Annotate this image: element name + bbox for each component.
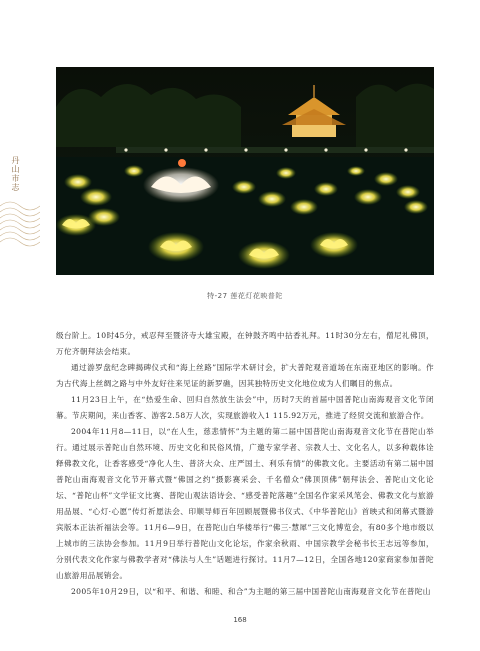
night-lantern-scene: [56, 67, 434, 275]
page-number: 168: [233, 616, 247, 624]
figure-caption: 特-27 莲花灯花映普陀: [207, 292, 283, 300]
body-text: [56, 328, 434, 600]
lotus-lantern-photo: [56, 67, 434, 275]
paragraph: 11月23日上午，在“热爱生命、回归自然放生法会”中，历时7天的首届中国普陀山南海观音文化节闭幕。节庆期间，来山香客、游客2.58万人次，实现旅游收入1 115.92万元，推进了经贸交流和旅游合作。: [56, 395, 434, 420]
paragraph: 级台阶上。10时45分，戒忍拜至暨济寺大雄宝殿，在钟鼓齐鸣中拈香礼拜。11时30分左右，僧尼礼佛顶，万佗齐朝拜法会结束。: [56, 331, 434, 356]
paragraph: 2004年11月8—11日，以“在人生，慈悲情怀”为主题的第二届中国普陀山南海观音文化节在普陀山举行。通过展示普陀山自然环境、历史文化和民俗风情，广邀专家学者、宗教人士、文化名人，以多种载体诠释佛教文化，让香客感受“净化人生、普济大众、庄严国土、利乐有情”的佛教文化。主要活动有第二届中国普陀山南海观音文化节开幕式暨“佛国之约”摄影赛采会、千名僧众“佛顶顶佛”朝拜法会、普陀山文化论坛、“普陀山杯”文学征文比赛、普陀山观法语诗会、“感受普陀落趣”全国名作家采风笔会、佛教文化与旅游用品展、“心灯·心愿”传灯祈愿法会、印顺导师百年回顾展暨佛书仪式、《中华普陀山》首映式和闭幕式暨游宾版本正法祈福法会等。11月6—9日，在普陀山白华楼举行“佛三·慧犀”三文化博览会，有80多个地市级以上城市的三法协会参加。11月9日举行普陀山文化论坛，作家余秋雨、中国宗教学会秘书长王志远等参加，分别代表文化作家与佛教学者对“佛法与人生”话题进行探讨。11月7—12日，全国各地120家商家参加普陀山旅游用品展销会。: [56, 427, 434, 580]
paragraph: 通过游罗盘纪念碑揭碑仪式和“海上丝路”国际学术研讨会，扩大普陀观音道场在东南亚地区的影响。作为古代海上丝绸之路与中外友好往来见证的新罗礁，因其独特历史文化地位成为人们瞩目的焦点。: [56, 363, 434, 388]
book-title-vertical: 丹山市志: [11, 156, 20, 192]
paragraph: 2005年10月29日，以“和平、和谐、和睦、和合”为主题的第三届中国普陀山南海观音文化节在普陀山: [71, 587, 431, 596]
sidebar-decoration: [0, 140, 40, 260]
wave-ornament-icon: [0, 196, 40, 256]
